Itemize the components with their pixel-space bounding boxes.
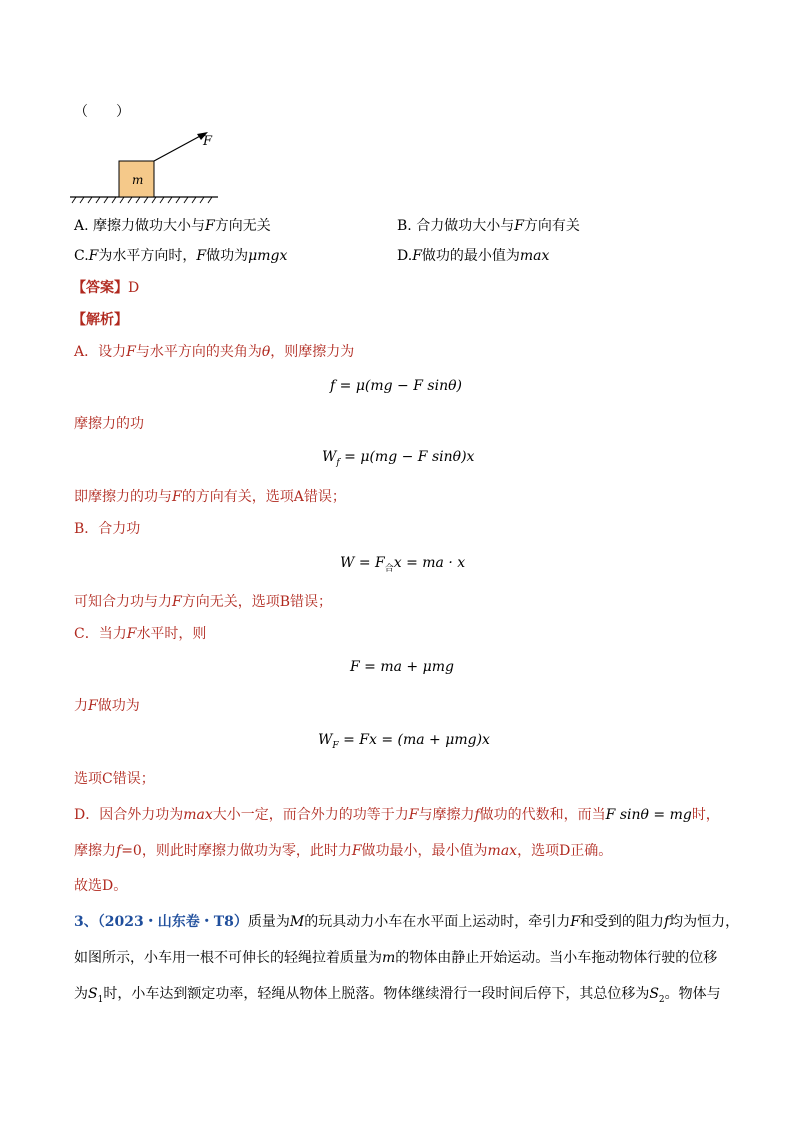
option-b[interactable]: B. 合力做功大小与F方向有关	[397, 218, 580, 234]
option-d[interactable]: D.F做功的最小值为max	[397, 248, 550, 264]
block-force-diagram	[70, 126, 230, 206]
equation-3: $W = F_合x$ = ma · x	[340, 555, 466, 574]
answer-line: 【答案】D	[72, 280, 140, 296]
section-c-intro: C．当力F水平时，则	[74, 626, 207, 642]
equation-4: F = ma + μmg	[350, 659, 454, 675]
analysis-label: 【解析】	[72, 312, 128, 328]
equation-5: $W_F = Fx = (ma + \mu mg)x$	[318, 732, 490, 751]
section-b-intro: B．合力功	[74, 521, 141, 537]
question-3-line3: 为$S_1$时，小车达到额定功率，轻绳从物体上脱落。物体继续滑行一段时间后停下，其总位移为$S_2$。物体与	[74, 986, 721, 1005]
section-a-conclusion: 即摩擦力的功与F的方向有关，选项A错误；	[74, 489, 346, 505]
option-c[interactable]: C.F为水平方向时，F做功为μmgx	[74, 248, 288, 264]
equation-1: f = μ(mg − F sinθ)	[330, 378, 462, 394]
section-d-line1: D．因合外力功为max大小一定，而合外力的功等于力F与摩擦力f做功的代数和，而当F sinθ = mg时，	[74, 807, 720, 823]
ground-hatching	[72, 197, 212, 203]
question-3-line2: 如图所示，小车用一根不可伸长的轻绳拉着质量为m的物体由静止开始运动。当小车拖动物体行驶的位移	[74, 950, 718, 966]
section-a-intro: A．设力F与水平方向的夹角为θ，则摩擦力为	[74, 344, 355, 360]
force-arrow-line	[154, 135, 202, 161]
section-b-conclusion: 可知合力功与力F方向无关，选项B错误；	[74, 594, 333, 610]
section-d-line2: 摩擦力f=0，则此时摩擦力做功为零，此时力F做功最小，最小值为max，选项D正确。	[74, 843, 613, 859]
option-a[interactable]: A. 摩擦力做功大小与F方向无关	[74, 218, 271, 234]
section-c-conclusion: 选项C错误；	[74, 771, 155, 787]
section-c-work: 力F做功为	[74, 698, 140, 714]
force-label: F	[203, 134, 213, 149]
equation-2: $W_f = \mu(mg - F$ sinθ)x	[322, 449, 475, 468]
question-3-line1: 3、（2023・山东卷・T8）质量为M的玩具动力小车在水平面上运动时，牵引力F和受到的阻力f均为恒力，	[74, 914, 740, 930]
answer-bracket: （ ）	[74, 104, 130, 120]
mass-label: m	[132, 173, 144, 187]
final-conclusion: 故选D。	[74, 878, 128, 894]
section-a-work: 摩擦力的功	[74, 416, 144, 432]
